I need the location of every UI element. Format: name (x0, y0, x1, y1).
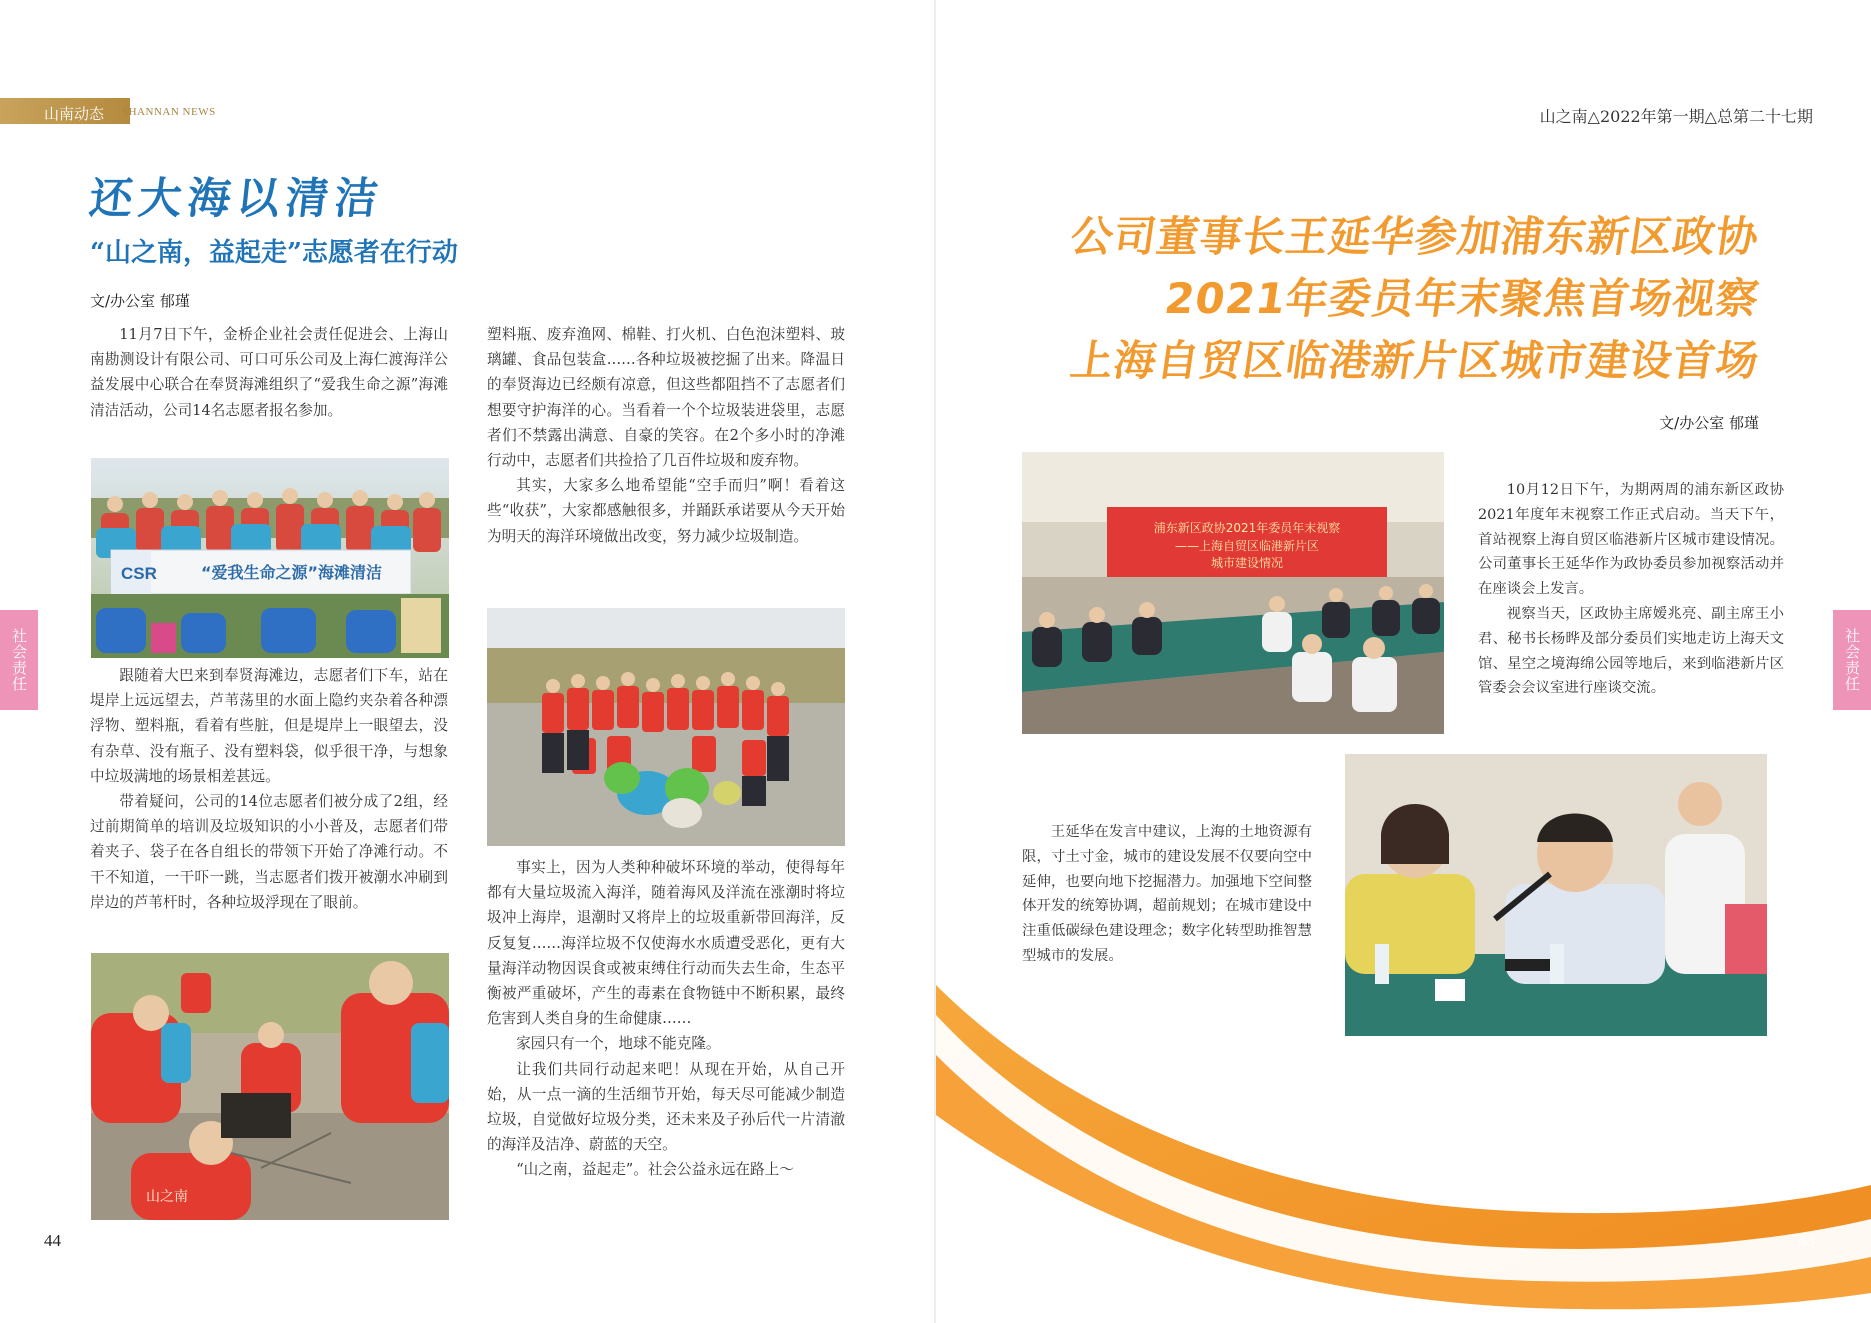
screen-text-1: 浦东新区政协2021年委员年末视察 (1153, 521, 1341, 535)
article-column-1-text (90, 322, 448, 423)
right-page (936, 0, 1871, 1323)
paragraph: 家园只有一个，地球不能克隆。 (516, 1035, 721, 1053)
csr-logo-text: CSR (121, 564, 157, 583)
left-page (0, 0, 934, 1323)
paragraph: “山之南，益起走”。社会公益永远在路上～ (516, 1161, 794, 1179)
paragraph: 视察当天，区政协主席嫒兆亮、副主席王小君、秘书长杨晔及部分委员们实地走访上海天文馆、星空之境海绵公园等地后，来到临港新片区管委会会议室进行座谈交流。 (1478, 605, 1784, 697)
article-title: 还大海以清洁 (87, 174, 387, 224)
article-column-1b-text (90, 663, 448, 915)
volunteers-beach-group-photo (487, 608, 845, 846)
paragraph: 让我们共同行动起来吧！从现在开始，从自己开始，从一点一滴的生活细节开始，每天尽可能减少制造垃圾，自觉做好垃圾分类，还未来及子孙后代一片清澈的海洋及洁净、蔚蓝的天空。 (487, 1060, 845, 1154)
paragraph: 塑料瓶、废弃渔网、棉鞋、打火机、白色泡沫塑料、玻璃罐、食品包装盒……各种垃圾被挖掘了出来。降温日的奉贤海边已经颇有凉意，但这些都阻挡不了志愿者们想要守护海洋的心。当看着一个个垃圾装进袋里，志愿者们不禁露出满意、自豪的笑容。在2个多小时的净滩行动中，志愿者们共捡拾了几百件垃圾和废弃物。 (487, 326, 845, 470)
paragraph: 其实，大家多么地希望能“空手而归”啊！看着这些“收获”，大家都感触很多，并踊跃承诺要从今天开始为明天的海洋环境做出改变，努力减少垃圾制造。 (487, 477, 845, 545)
page-number-left: 44 (44, 1231, 61, 1250)
banner-text: “爱我生命之源”海滩清洁 (201, 563, 383, 582)
section-side-tab-right: 社会责任 (1833, 610, 1871, 710)
issue-info: 山之南△2022年第一期△总第二十七期 (1539, 107, 1813, 126)
paragraph: 10月12日下午，为期两周的浦东新区政协2021年度年末视察工作正式启动。当天下午，首站视察上海自贸区临港新片区城市建设情况。公司董事长王延华作为政协委员参加视察活动并在座谈会上发言。 (1478, 482, 1784, 598)
screen-text-3: 城市建设情况 (1210, 556, 1284, 570)
screen-text-2: ——上海自贸区临港新片区 (1174, 539, 1320, 553)
paragraph: 王延华在发言中建议，上海的土地资源有限，寸土寸金，城市的建设发展不仅要向空中延伸，也要向地下挖掘潜力。加强地下空间整体开发的统筹协调，超前规划；在城市建设中注重低碳绿色建设理念；数字化转型助推智慧型城市的发展。 (1022, 824, 1312, 964)
volunteers-picking-trash-photo (91, 953, 449, 1220)
title-line-1: 公司董事长王延华参加浦东新区政协 (1067, 212, 1763, 261)
article-byline: 文/办公室 郁瑾 (90, 292, 190, 310)
speaker-photo (1345, 754, 1767, 1036)
meeting-room-photo (1022, 452, 1444, 734)
article-column-2-text (487, 322, 845, 549)
vest-text: 山之南 (146, 1189, 188, 1205)
paragraph: 跟随着大巴来到奉贤海滩边，志愿者们下车，站在堤岸上远远望去，芦苇荡里的水面上隐约夹杂着各种漂浮物、塑料瓶，看着有些脏，但是堤岸上一眼望去，没有杂草、没有瓶子、没有塑料袋，似乎很干净，与想象中垃圾满地的场景相差甚远。 (90, 667, 448, 785)
speech-summary-text (1022, 820, 1312, 969)
article-byline-right: 文/办公室 郁瑾 (1659, 414, 1759, 432)
page-number-right: 43 (1798, 1231, 1815, 1250)
title-line-3: 上海自贸区临港新片区城市建设首场 (1067, 336, 1763, 385)
section-header-english: SHANNAN NEWS (122, 106, 216, 118)
article-column-2b-text (487, 855, 845, 1183)
paragraph: 带着疑问，公司的14位志愿者们被分成了2组，经过前期简单的培训及垃圾知识的小小普及，志愿者们带着夹子、袋子在各自组长的带领下开始了净滩行动。不干不知道，一干吓一跳，当志愿者们拨开被潮水冲刷到岸边的芦苇杆时，各种垃圾浮现在了眼前。 (90, 793, 448, 911)
section-side-tab-left: 社会责任 (0, 610, 38, 710)
title-line-2: 2021年委员年末聚焦首场视察 (1161, 274, 1763, 323)
article-intro-text (1478, 478, 1784, 701)
paragraph: 11月7日下午，金桥企业社会责任促进会、上海山南勘测设计有限公司、可口可乐公司及上海仁渡海洋公益发展中心联合在奉贤海滩组织了“爱我生命之源”海滩清洁活动，公司14名志愿者报名参加。 (90, 326, 448, 419)
article-subtitle: “山之南，益起走”志愿者在行动 (90, 238, 458, 268)
article-title-right (1067, 206, 1763, 392)
section-header-title: 山南动态 (44, 105, 105, 123)
paragraph: 事实上，因为人类种种破坏环境的举动，使得每年都有大量垃圾流入海洋，随着海风及洋流在涨潮时将垃圾冲上海岸，退潮时又将岸上的垃圾重新带回海洋，反反复复……海洋垃圾不仅使海水水质遭受恶化，更有大量海洋动物因误食或被束缚住行动而失去生命，生态平衡被严重破坏，产生的毒素在食物链中不断积累，最终危害到人类自身的生命健康…… (487, 859, 845, 1028)
volunteer-group-photo (91, 458, 449, 658)
